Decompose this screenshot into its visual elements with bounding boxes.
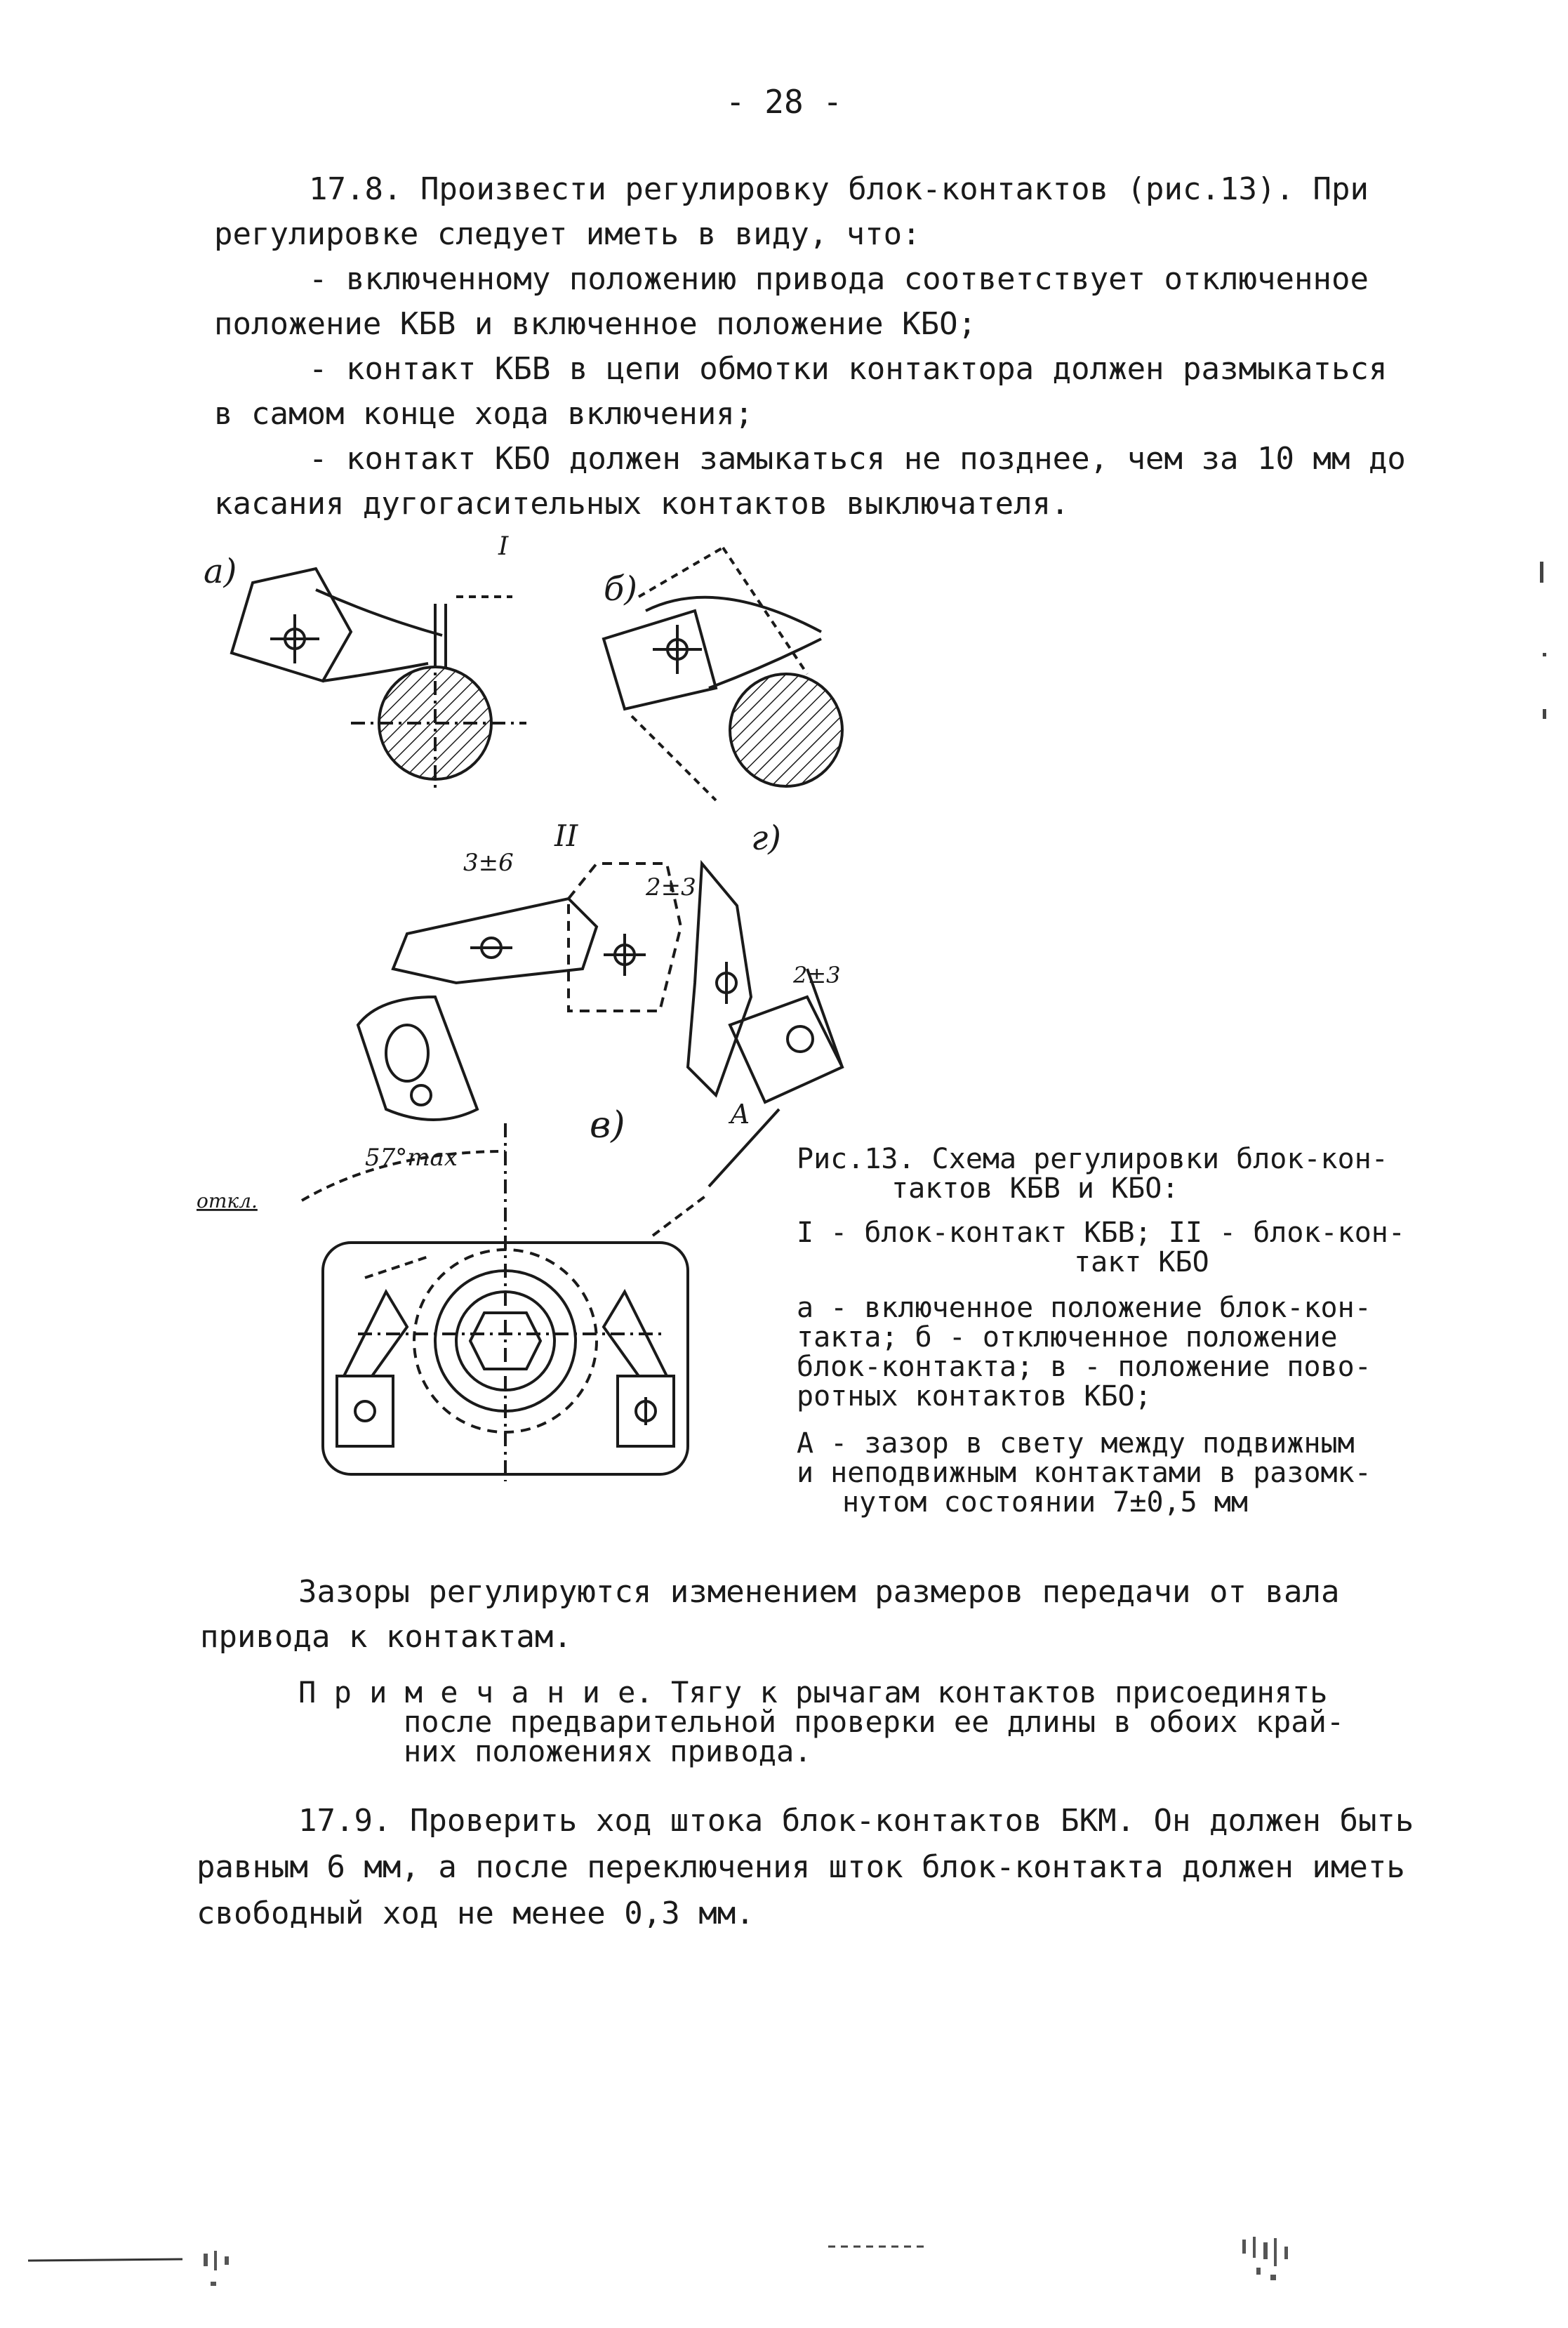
panel-v [358, 819, 696, 1120]
panel-rotary [197, 1099, 779, 1481]
caption-line-7: блок-контакта; в - положение пово- [797, 1351, 1371, 1383]
caption-line-6: такта; б - отключенное положение [797, 1321, 1338, 1354]
lever-g [688, 864, 751, 1095]
label-otkl: откл. [197, 1189, 258, 1212]
panel-g [688, 819, 842, 1102]
label-v: в) [590, 1104, 625, 1146]
p17-9-line-1: 17.9. Проверить ход штока блок-контактов БКМ. Он должен быть [298, 1803, 1414, 1839]
caption-line-11: нутом состоянии 7±0,5 мм [842, 1486, 1248, 1519]
bullet-1-line-2: положение КБВ и включенное положение КБО; [214, 306, 977, 342]
caption-line-4: такт КБО [1074, 1246, 1209, 1278]
contact-arm-a [316, 590, 442, 635]
caption-line-9: А - зазор в свету между подвижным [797, 1427, 1355, 1460]
lever-v [393, 899, 597, 983]
note-line-1: П р и м е ч а н и е. Тягу к рычагам контактов присоединять [298, 1675, 1328, 1709]
label-a: а) [204, 552, 237, 591]
bullet-3-line-2: касания дугогасительных контактов выключателя. [214, 486, 1070, 522]
label-g: г) [751, 819, 781, 858]
scan-artifacts [0, 2233, 1568, 2328]
p17-8-line-1: 17.8. Произвести регулировку блок-контактов (рис.13). При [309, 171, 1369, 207]
note-line-3: них положениях привода. [404, 1734, 812, 1768]
label-angle: 57°max [365, 1144, 458, 1172]
caption-line-8: ротных контактов КБО; [797, 1380, 1152, 1413]
label-2-3: 2±3 [646, 873, 696, 901]
label-A: А [730, 1099, 750, 1130]
label-I: I [498, 532, 509, 561]
bullet-3-line-1: - контакт КБО должен замыкаться не позднее, чем за 10 мм до [309, 441, 1406, 477]
label-2-3-g: 2±3 [793, 962, 841, 988]
link-v [358, 997, 477, 1120]
panel-a [204, 532, 526, 793]
bullet-1-line-1: - включенному положению привода соответствует отключенное [309, 261, 1369, 297]
label-II: II [554, 819, 578, 853]
p17-9-line-2: равным 6 мм, а после переключения шток блок-контакта должен иметь [197, 1849, 1405, 1885]
p17-9-line-3: свободный ход не менее 0,3 мм. [197, 1896, 755, 1931]
label-b: б) [604, 569, 638, 609]
caption-line-10: и неподвижным контактами в разомк- [797, 1457, 1371, 1489]
note-line-2: после предварительной проверки ее длины в обоих край- [404, 1705, 1345, 1739]
lever-a [232, 569, 351, 681]
page-number: - 28 - [725, 83, 843, 121]
bullet-2-line-2: в самом конце хода включения; [214, 396, 754, 432]
margin-specks [1530, 555, 1558, 737]
panel-b [604, 548, 842, 800]
lever-b [604, 611, 716, 709]
after-figure-line-2: привода к контактам. [200, 1619, 572, 1655]
caption-line-1: Рис.13. Схема регулировки блок-кон- [797, 1143, 1388, 1175]
bullet-2-line-1: - контакт КБВ в цепи обмотки контактора должен размыкаться [309, 351, 1388, 387]
drum-b [730, 674, 842, 786]
p17-8-line-2: регулировке следует иметь в виду, что: [214, 216, 921, 252]
caption-line-3: I - блок-контакт КБВ; II - блок-кон- [797, 1217, 1405, 1249]
caption-line-2: тактов КБВ и КБО: [891, 1172, 1179, 1205]
label-3-6: 3±6 [463, 849, 514, 877]
figure-13-drawing [175, 532, 841, 1516]
caption-line-5: а - включенное положение блок-кон- [797, 1292, 1371, 1324]
after-figure-line-1: Зазоры регулируются изменением размеров передачи от вала [298, 1574, 1340, 1610]
